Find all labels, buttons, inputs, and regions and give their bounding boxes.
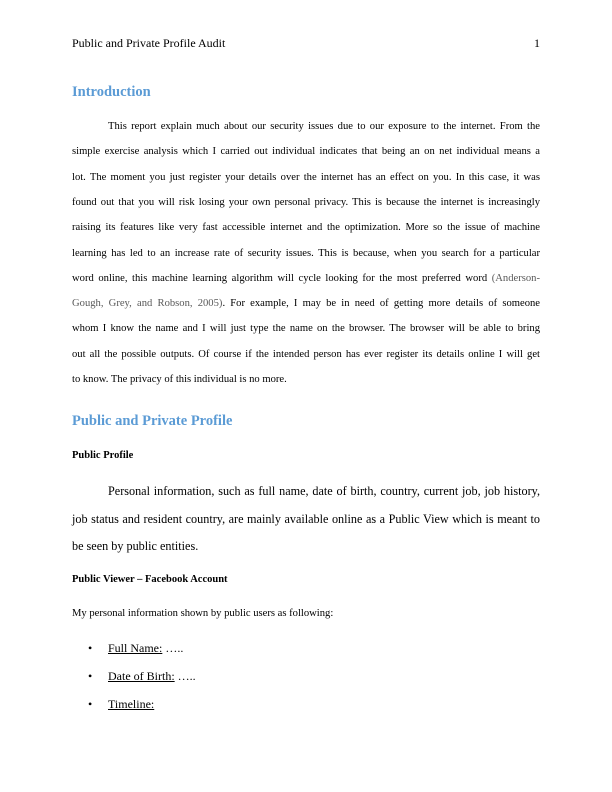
bullet-label: Timeline: (108, 697, 155, 711)
heading-introduction: Introduction (72, 84, 151, 100)
bullet-icon: • (88, 641, 93, 655)
bullet-label: Date of Birth: (108, 669, 175, 683)
heading-public-viewer: Public Viewer – Facebook Account (72, 574, 228, 585)
viewer-intro-text: My personal information shown by public users as following: (72, 608, 334, 619)
line-text: out all the possible outputs. Of course if the intended person has ever register its details online I will get (72, 348, 540, 360)
bullet-item (108, 641, 183, 656)
paragraph-line (72, 172, 540, 183)
bullet-value: ….. (174, 669, 196, 683)
citation: Gough, Grey, and Robson, 2005) (72, 298, 223, 310)
paragraph-line (72, 248, 540, 259)
bullet-value: ….. (162, 641, 184, 655)
bullet-label: Full Name: (108, 641, 163, 655)
paragraph-line (72, 222, 540, 233)
paragraph-line (72, 121, 540, 132)
bullet-icon: • (88, 669, 93, 683)
paragraph-line (72, 298, 540, 309)
paragraph-line (72, 273, 540, 284)
bullet-icon: • (88, 697, 93, 711)
paragraph-line (72, 349, 540, 360)
paragraph-line: Personal information, such as full name, date of birth, country, current job, job history, (108, 484, 540, 498)
line-text: whom I know the name and I will just type the name on the browser. The browser will be able to bring (72, 323, 540, 335)
bullet-item (108, 697, 154, 712)
line-text: learning has led to an increase rate of security issues. This is because, when you search for a particular (72, 247, 540, 259)
page-number: 1 (534, 36, 540, 50)
line-text: found out that you will risk losing your own personal privacy. This is because the internet is increasingly (72, 196, 540, 208)
paragraph-line: job status and resident country, are mainly available online as a Public View which is meant to (72, 511, 540, 526)
line-text: This report explain much about our security issues due to our exposure to the internet. From the (108, 121, 540, 132)
line-text: raising its features like very fast accessible internet and the optimization. More so the issue of machine (72, 222, 540, 234)
paragraph-line (72, 323, 540, 334)
running-header-title: Public and Private Profile Audit (72, 36, 226, 50)
line-text: word online, this machine learning algorithm will cycle looking for the most preferred word (72, 272, 492, 284)
line-text: simple exercise analysis which I carried out individual indicates that being an on net individual means a (72, 146, 540, 158)
line-text: . For example, I may be in need of getting more details of someone (222, 298, 540, 310)
bullet-item (108, 669, 196, 684)
citation: (Anderson- (491, 272, 540, 284)
paragraph-line: be seen by public entities. (72, 539, 199, 553)
paragraph-line (72, 146, 540, 157)
paragraph-line (72, 197, 540, 208)
line-text: lot. The moment you just register your details over the internet has an effect on you. In this case, it was (72, 171, 540, 183)
heading-public-profile: Public Profile (72, 450, 134, 461)
line-text: to know. The privacy of this individual is no more. (72, 374, 287, 385)
paragraph-line (72, 374, 540, 385)
heading-public-private-profile: Public and Private Profile (72, 413, 233, 429)
